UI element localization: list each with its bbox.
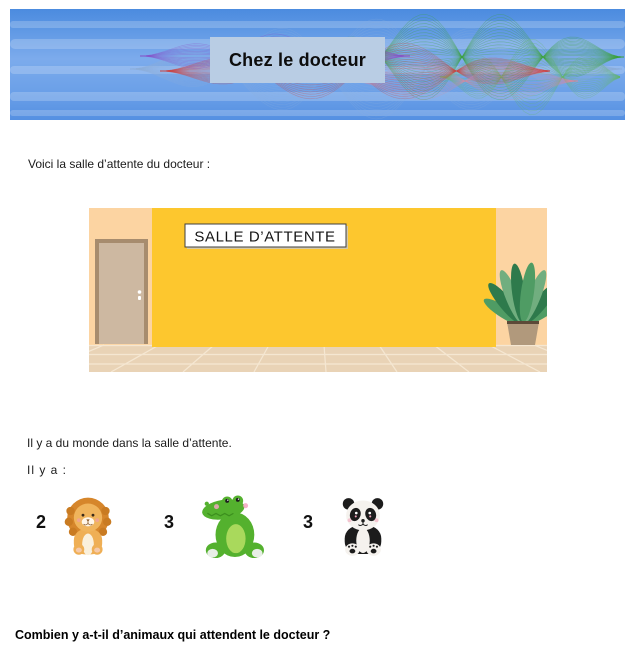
crocodile-icon	[200, 492, 264, 567]
panda-count: 3	[303, 512, 314, 532]
body-text-line2: Il y a :	[27, 463, 68, 477]
body-text-line1: Il y a du monde dans la salle d’attente.	[27, 436, 232, 450]
waiting-room-sign-text: SALLE D’ATTENTE	[194, 228, 336, 246]
plant-pot	[507, 322, 539, 345]
waiting-room-illustration	[89, 208, 547, 372]
lion-count: 2	[36, 512, 47, 532]
panda-icon	[337, 496, 389, 563]
page-title: Chez le docteur	[210, 37, 385, 83]
question-text: Combien y a-t-il d’animaux qui attendent le docteur ?	[15, 628, 331, 642]
door	[95, 239, 148, 344]
banner	[10, 9, 625, 120]
intro-text: Voici la salle d’attente du docteur :	[28, 157, 211, 171]
floor	[89, 345, 547, 372]
lion-icon	[63, 494, 113, 563]
crocodile-count: 3	[164, 512, 175, 532]
door-handle-icon	[138, 290, 142, 294]
waiting-room-sign	[185, 224, 348, 249]
